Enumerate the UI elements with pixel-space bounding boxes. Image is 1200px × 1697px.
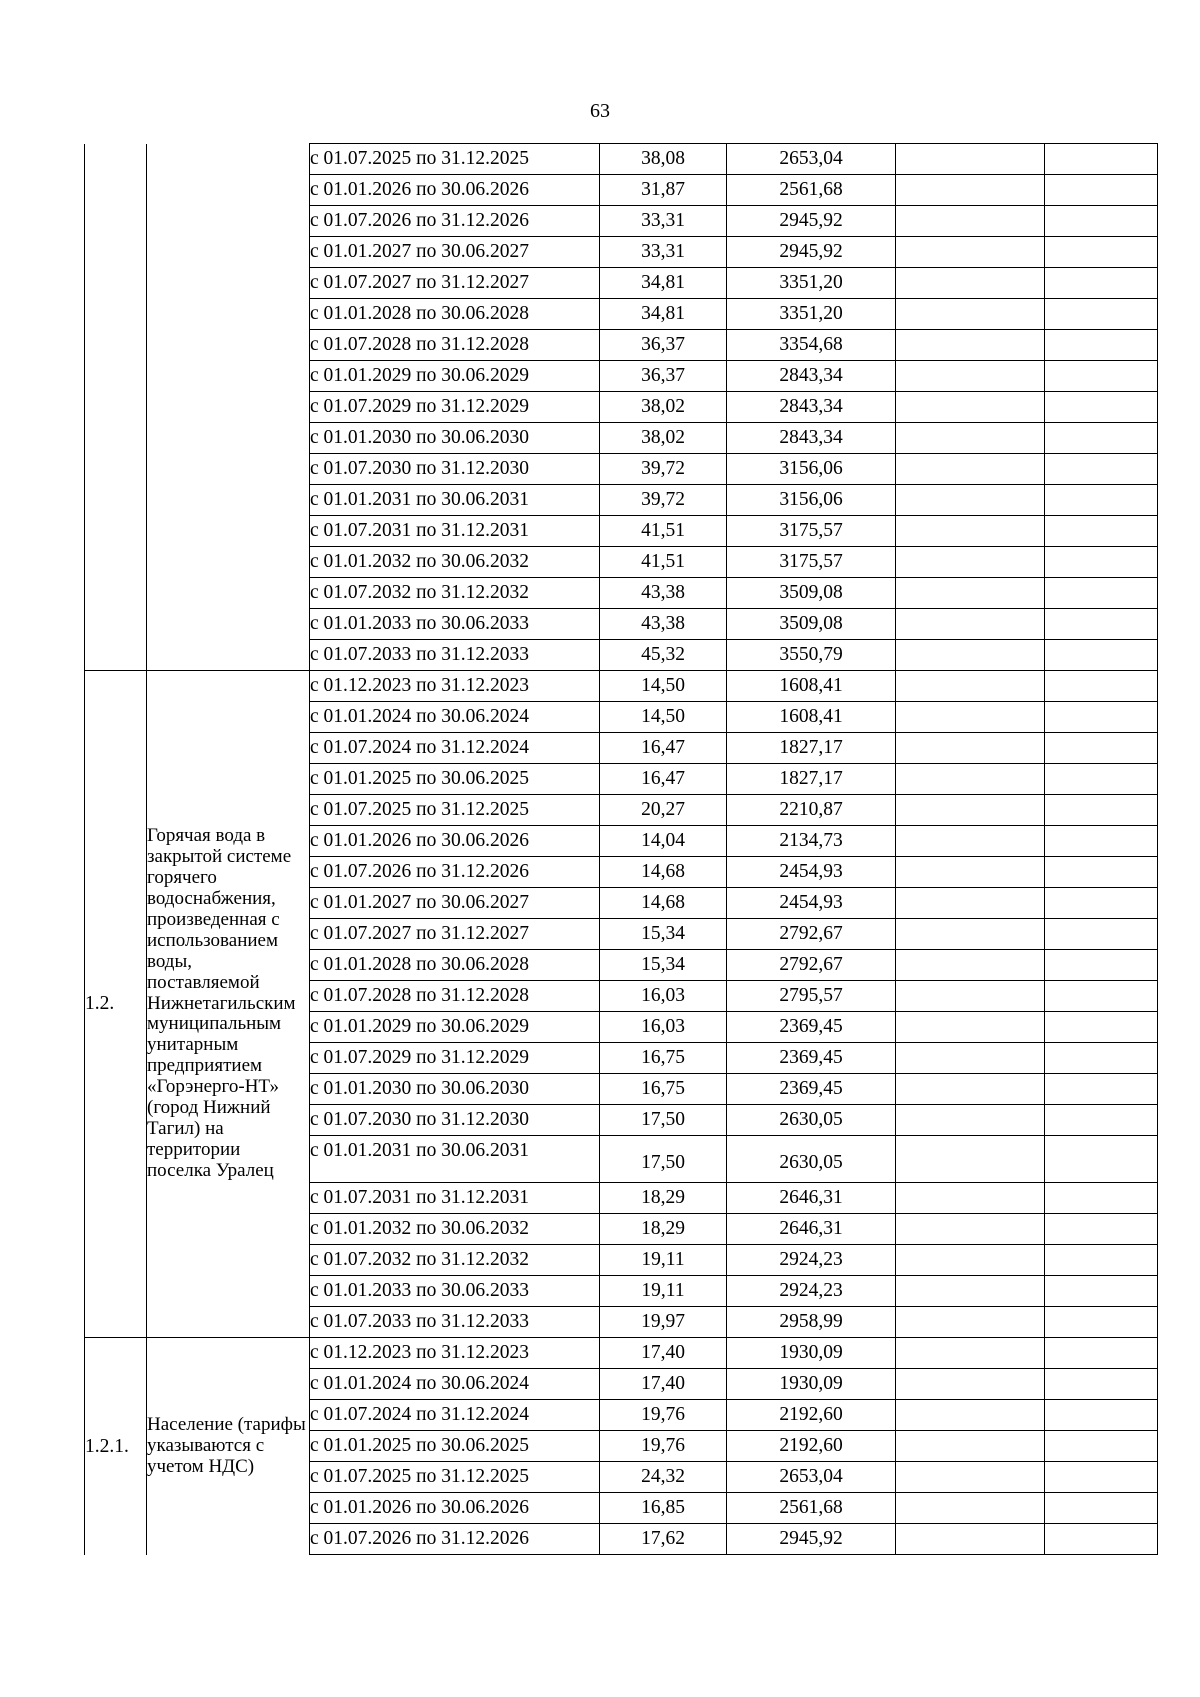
empty-cell <box>1045 1369 1158 1400</box>
empty-cell <box>1045 330 1158 361</box>
period-cell: с 01.07.2026 по 31.12.2026 <box>310 206 600 237</box>
empty-cell <box>896 454 1045 485</box>
empty-cell <box>1045 1524 1158 1555</box>
empty-cell <box>896 175 1045 206</box>
value-cell: 2792,67 <box>727 950 896 981</box>
period-cell: с 01.01.2028 по 30.06.2028 <box>310 299 600 330</box>
empty-cell <box>1045 1431 1158 1462</box>
value-cell: 2945,92 <box>727 1524 896 1555</box>
value-cell: 31,87 <box>600 175 727 206</box>
value-cell: 2646,31 <box>727 1183 896 1214</box>
period-cell: с 01.01.2025 по 30.06.2025 <box>310 1431 600 1462</box>
value-cell: 2134,73 <box>727 826 896 857</box>
value-cell: 2646,31 <box>727 1214 896 1245</box>
value-cell: 2210,87 <box>727 795 896 826</box>
value-cell: 15,34 <box>600 950 727 981</box>
tariff-table <box>84 143 1158 1555</box>
empty-cell <box>896 423 1045 454</box>
value-cell: 2843,34 <box>727 392 896 423</box>
value-cell: 14,50 <box>600 702 727 733</box>
value-cell: 39,72 <box>600 454 727 485</box>
value-cell: 14,68 <box>600 857 727 888</box>
empty-cell <box>1045 392 1158 423</box>
empty-cell <box>896 206 1045 237</box>
empty-cell <box>896 1136 1045 1183</box>
section-description: Горячая вода в закрытой системе горячего водоснабжения, произведенная с использованием воды, поставляемой Нижнетагильским муниципальным унитарным предприятием «Горэнерго-НТ» (город Нижний Тагил) на территории поселка Уралец <box>147 671 310 1338</box>
period-cell: с 01.07.2027 по 31.12.2027 <box>310 268 600 299</box>
section-number: 1.2. <box>85 671 147 1338</box>
value-cell: 17,50 <box>600 1136 727 1183</box>
empty-cell <box>1045 516 1158 547</box>
empty-cell <box>896 1043 1045 1074</box>
empty-cell <box>896 516 1045 547</box>
empty-cell <box>1045 764 1158 795</box>
value-cell: 3156,06 <box>727 485 896 516</box>
period-cell: с 01.01.2028 по 30.06.2028 <box>310 950 600 981</box>
empty-cell <box>1045 144 1158 175</box>
section-description <box>147 144 310 671</box>
empty-cell <box>1045 485 1158 516</box>
value-cell: 2945,92 <box>727 237 896 268</box>
empty-cell <box>1045 795 1158 826</box>
value-cell: 16,85 <box>600 1493 727 1524</box>
value-cell: 17,50 <box>600 1105 727 1136</box>
value-cell: 17,62 <box>600 1524 727 1555</box>
value-cell: 15,34 <box>600 919 727 950</box>
empty-cell <box>1045 826 1158 857</box>
value-cell: 1827,17 <box>727 733 896 764</box>
empty-cell <box>896 237 1045 268</box>
empty-cell <box>896 578 1045 609</box>
value-cell: 16,47 <box>600 764 727 795</box>
empty-cell <box>896 392 1045 423</box>
empty-cell <box>1045 1105 1158 1136</box>
value-cell: 41,51 <box>600 547 727 578</box>
period-cell: с 01.01.2029 по 30.06.2029 <box>310 361 600 392</box>
period-cell: с 01.01.2027 по 30.06.2027 <box>310 888 600 919</box>
value-cell: 2630,05 <box>727 1136 896 1183</box>
empty-cell <box>1045 1338 1158 1369</box>
table-row <box>85 144 1158 175</box>
value-cell: 2369,45 <box>727 1043 896 1074</box>
value-cell: 16,47 <box>600 733 727 764</box>
value-cell: 2192,60 <box>727 1400 896 1431</box>
empty-cell <box>1045 299 1158 330</box>
period-cell: с 01.01.2033 по 30.06.2033 <box>310 609 600 640</box>
period-cell: с 01.12.2023 по 31.12.2023 <box>310 671 600 702</box>
empty-cell <box>896 1524 1045 1555</box>
value-cell: 19,11 <box>600 1245 727 1276</box>
period-cell: с 01.07.2031 по 31.12.2031 <box>310 1183 600 1214</box>
period-cell: с 01.01.2032 по 30.06.2032 <box>310 1214 600 1245</box>
empty-cell <box>896 1012 1045 1043</box>
page-number: 63 <box>590 100 610 122</box>
empty-cell <box>896 640 1045 671</box>
period-cell: с 01.07.2032 по 31.12.2032 <box>310 578 600 609</box>
period-cell: с 01.07.2026 по 31.12.2026 <box>310 1524 600 1555</box>
empty-cell <box>1045 1074 1158 1105</box>
empty-cell <box>1045 857 1158 888</box>
value-cell: 18,29 <box>600 1214 727 1245</box>
value-cell: 3509,08 <box>727 609 896 640</box>
value-cell: 16,03 <box>600 981 727 1012</box>
value-cell: 2653,04 <box>727 1462 896 1493</box>
period-cell: с 01.07.2026 по 31.12.2026 <box>310 857 600 888</box>
value-cell: 38,02 <box>600 392 727 423</box>
empty-cell <box>896 268 1045 299</box>
empty-cell <box>1045 1400 1158 1431</box>
empty-cell <box>1045 1307 1158 1338</box>
period-cell: с 01.01.2031 по 30.06.2031 <box>310 1136 600 1183</box>
empty-cell <box>1045 671 1158 702</box>
value-cell: 34,81 <box>600 268 727 299</box>
period-cell: с 01.01.2025 по 30.06.2025 <box>310 764 600 795</box>
value-cell: 2653,04 <box>727 144 896 175</box>
value-cell: 3156,06 <box>727 454 896 485</box>
value-cell: 3175,57 <box>727 547 896 578</box>
value-cell: 19,97 <box>600 1307 727 1338</box>
empty-cell <box>896 919 1045 950</box>
empty-cell <box>1045 981 1158 1012</box>
value-cell: 24,32 <box>600 1462 727 1493</box>
period-cell: с 01.07.2024 по 31.12.2024 <box>310 733 600 764</box>
empty-cell <box>896 826 1045 857</box>
period-cell: с 01.01.2031 по 30.06.2031 <box>310 485 600 516</box>
empty-cell <box>1045 1012 1158 1043</box>
empty-cell <box>1045 361 1158 392</box>
value-cell: 2369,45 <box>727 1074 896 1105</box>
empty-cell <box>896 1493 1045 1524</box>
empty-cell <box>896 485 1045 516</box>
value-cell: 2843,34 <box>727 423 896 454</box>
period-cell: с 01.07.2029 по 31.12.2029 <box>310 1043 600 1074</box>
period-cell: с 01.01.2029 по 30.06.2029 <box>310 1012 600 1043</box>
value-cell: 2561,68 <box>727 1493 896 1524</box>
value-cell: 43,38 <box>600 609 727 640</box>
value-cell: 2792,67 <box>727 919 896 950</box>
table-row <box>85 1338 1158 1369</box>
value-cell: 36,37 <box>600 330 727 361</box>
empty-cell <box>1045 206 1158 237</box>
empty-cell <box>1045 454 1158 485</box>
empty-cell <box>896 330 1045 361</box>
period-cell: с 01.01.2030 по 30.06.2030 <box>310 1074 600 1105</box>
empty-cell <box>896 764 1045 795</box>
period-cell: с 01.01.2026 по 30.06.2026 <box>310 826 600 857</box>
period-cell: с 01.07.2031 по 31.12.2031 <box>310 516 600 547</box>
table-row <box>85 671 1158 702</box>
empty-cell <box>896 144 1045 175</box>
value-cell: 1608,41 <box>727 671 896 702</box>
period-cell: с 01.07.2024 по 31.12.2024 <box>310 1400 600 1431</box>
value-cell: 14,50 <box>600 671 727 702</box>
value-cell: 20,27 <box>600 795 727 826</box>
value-cell: 2630,05 <box>727 1105 896 1136</box>
section-description: Население (тарифы указываются с учетом НДС) <box>147 1338 310 1555</box>
value-cell: 2924,23 <box>727 1245 896 1276</box>
period-cell: с 01.12.2023 по 31.12.2023 <box>310 1338 600 1369</box>
value-cell: 2369,45 <box>727 1012 896 1043</box>
empty-cell <box>896 361 1045 392</box>
period-cell: с 01.07.2027 по 31.12.2027 <box>310 919 600 950</box>
value-cell: 2192,60 <box>727 1431 896 1462</box>
empty-cell <box>1045 640 1158 671</box>
value-cell: 36,37 <box>600 361 727 392</box>
value-cell: 1827,17 <box>727 764 896 795</box>
empty-cell <box>896 950 1045 981</box>
tariff-table-body <box>85 144 1158 1555</box>
empty-cell <box>896 1183 1045 1214</box>
empty-cell <box>1045 547 1158 578</box>
period-cell: с 01.07.2028 по 31.12.2028 <box>310 330 600 361</box>
empty-cell <box>896 888 1045 919</box>
value-cell: 16,75 <box>600 1074 727 1105</box>
period-cell: с 01.01.2027 по 30.06.2027 <box>310 237 600 268</box>
empty-cell <box>896 671 1045 702</box>
value-cell: 18,29 <box>600 1183 727 1214</box>
empty-cell <box>896 1307 1045 1338</box>
empty-cell <box>896 733 1045 764</box>
empty-cell <box>896 1214 1045 1245</box>
value-cell: 2795,57 <box>727 981 896 1012</box>
empty-cell <box>896 1400 1045 1431</box>
value-cell: 1608,41 <box>727 702 896 733</box>
empty-cell <box>896 981 1045 1012</box>
empty-cell <box>1045 1136 1158 1183</box>
empty-cell <box>1045 950 1158 981</box>
value-cell: 14,68 <box>600 888 727 919</box>
value-cell: 2561,68 <box>727 175 896 206</box>
empty-cell <box>896 1431 1045 1462</box>
value-cell: 33,31 <box>600 206 727 237</box>
value-cell: 3550,79 <box>727 640 896 671</box>
period-cell: с 01.07.2029 по 31.12.2029 <box>310 392 600 423</box>
value-cell: 2958,99 <box>727 1307 896 1338</box>
empty-cell <box>896 1276 1045 1307</box>
value-cell: 3175,57 <box>727 516 896 547</box>
value-cell: 17,40 <box>600 1338 727 1369</box>
period-cell: с 01.07.2025 по 31.12.2025 <box>310 795 600 826</box>
period-cell: с 01.01.2033 по 30.06.2033 <box>310 1276 600 1307</box>
empty-cell <box>896 795 1045 826</box>
period-cell: с 01.07.2028 по 31.12.2028 <box>310 981 600 1012</box>
empty-cell <box>1045 237 1158 268</box>
empty-cell <box>896 299 1045 330</box>
value-cell: 2454,93 <box>727 857 896 888</box>
empty-cell <box>1045 423 1158 454</box>
value-cell: 3509,08 <box>727 578 896 609</box>
period-cell: с 01.07.2030 по 31.12.2030 <box>310 1105 600 1136</box>
value-cell: 2843,34 <box>727 361 896 392</box>
period-cell: с 01.07.2025 по 31.12.2025 <box>310 144 600 175</box>
period-cell: с 01.01.2030 по 30.06.2030 <box>310 423 600 454</box>
empty-cell <box>1045 268 1158 299</box>
value-cell: 14,04 <box>600 826 727 857</box>
empty-cell <box>896 609 1045 640</box>
value-cell: 19,11 <box>600 1276 727 1307</box>
value-cell: 2945,92 <box>727 206 896 237</box>
empty-cell <box>1045 1214 1158 1245</box>
value-cell: 38,08 <box>600 144 727 175</box>
empty-cell <box>1045 1043 1158 1074</box>
period-cell: с 01.07.2032 по 31.12.2032 <box>310 1245 600 1276</box>
empty-cell <box>1045 1183 1158 1214</box>
period-cell: с 01.01.2032 по 30.06.2032 <box>310 547 600 578</box>
empty-cell <box>1045 1493 1158 1524</box>
empty-cell <box>1045 578 1158 609</box>
section-number: 1.2.1. <box>85 1338 147 1555</box>
value-cell: 39,72 <box>600 485 727 516</box>
empty-cell <box>1045 1245 1158 1276</box>
value-cell: 1930,09 <box>727 1369 896 1400</box>
value-cell: 3351,20 <box>727 299 896 330</box>
empty-cell <box>1045 175 1158 206</box>
period-cell: с 01.01.2024 по 30.06.2024 <box>310 702 600 733</box>
period-cell: с 01.01.2024 по 30.06.2024 <box>310 1369 600 1400</box>
empty-cell <box>1045 888 1158 919</box>
value-cell: 17,40 <box>600 1369 727 1400</box>
period-cell: с 01.07.2030 по 31.12.2030 <box>310 454 600 485</box>
empty-cell <box>896 547 1045 578</box>
period-cell: с 01.07.2033 по 31.12.2033 <box>310 1307 600 1338</box>
value-cell: 2454,93 <box>727 888 896 919</box>
empty-cell <box>896 1462 1045 1493</box>
value-cell: 19,76 <box>600 1431 727 1462</box>
value-cell: 38,02 <box>600 423 727 454</box>
empty-cell <box>1045 919 1158 950</box>
period-cell: с 01.01.2026 по 30.06.2026 <box>310 175 600 206</box>
value-cell: 33,31 <box>600 237 727 268</box>
period-cell: с 01.07.2025 по 31.12.2025 <box>310 1462 600 1493</box>
value-cell: 3354,68 <box>727 330 896 361</box>
empty-cell <box>896 857 1045 888</box>
period-cell: с 01.07.2033 по 31.12.2033 <box>310 640 600 671</box>
empty-cell <box>896 1369 1045 1400</box>
empty-cell <box>1045 1276 1158 1307</box>
value-cell: 16,03 <box>600 1012 727 1043</box>
empty-cell <box>896 1245 1045 1276</box>
value-cell: 34,81 <box>600 299 727 330</box>
value-cell: 19,76 <box>600 1400 727 1431</box>
empty-cell <box>1045 702 1158 733</box>
period-cell: с 01.01.2026 по 30.06.2026 <box>310 1493 600 1524</box>
value-cell: 41,51 <box>600 516 727 547</box>
value-cell: 16,75 <box>600 1043 727 1074</box>
empty-cell <box>1045 1462 1158 1493</box>
value-cell: 2924,23 <box>727 1276 896 1307</box>
empty-cell <box>896 1105 1045 1136</box>
value-cell: 43,38 <box>600 578 727 609</box>
empty-cell <box>896 1338 1045 1369</box>
empty-cell <box>896 702 1045 733</box>
section-number <box>85 144 147 671</box>
empty-cell <box>1045 609 1158 640</box>
empty-cell <box>896 1074 1045 1105</box>
value-cell: 1930,09 <box>727 1338 896 1369</box>
empty-cell <box>1045 733 1158 764</box>
value-cell: 45,32 <box>600 640 727 671</box>
value-cell: 3351,20 <box>727 268 896 299</box>
